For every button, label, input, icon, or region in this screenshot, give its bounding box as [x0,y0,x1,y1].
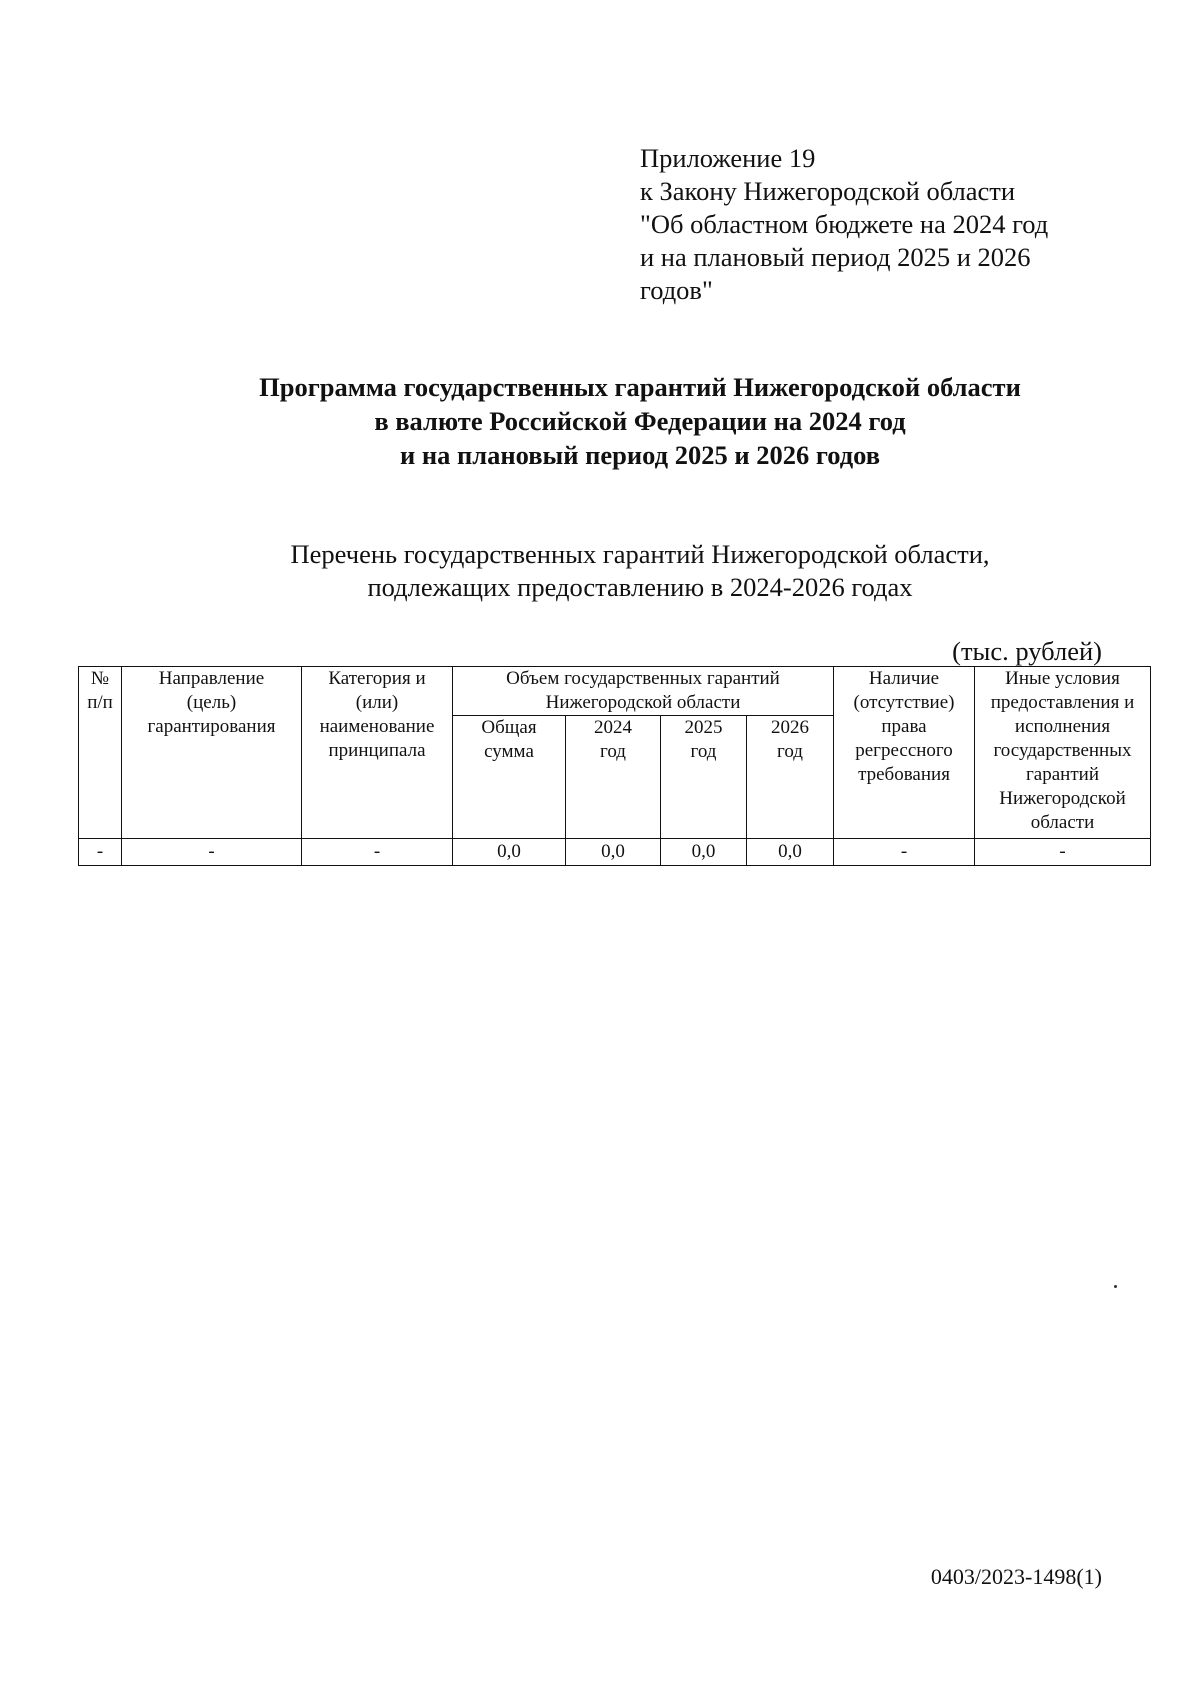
appendix-line: и на плановый период 2025 и 2026 [640,242,1031,272]
appendix-line: Приложение 19 [640,143,816,173]
header-direction: Направление (цель) гарантирования [122,667,302,839]
cell-2026: 0,0 [747,839,834,866]
cell-category: - [302,839,453,866]
header-category: Категория и (или) наименование принципала [302,667,453,839]
appendix-block [640,142,1140,307]
subtitle-line: подлежащих предоставлению в 2024-2026 годах [367,572,913,602]
header-num: № п/п [79,667,122,839]
cell-total: 0,0 [453,839,566,866]
guarantees-table [78,666,1151,866]
cell-direction: - [122,839,302,866]
header-regress: Наличие (отсутствие) права регрессного требования [834,667,975,839]
document-title [100,370,1180,472]
title-line: Программа государственных гарантий Нижегородской области [259,372,1021,402]
cell-2024: 0,0 [566,839,661,866]
scan-speck [1114,1285,1117,1288]
header-volume: Объем государственных гарантий Нижегородской области [453,667,834,716]
cell-num: - [79,839,122,866]
document-number: 0403/2023-1498(1) [930,1564,1102,1589]
cell-2025: 0,0 [661,839,747,866]
appendix-line: "Об областном бюджете на 2024 год [640,209,1049,239]
cell-regress: - [834,839,975,866]
header-other-conditions: Иные условия предоставления и исполнения государственных гарантий Нижегородской области [975,667,1151,839]
title-line: и на плановый период 2025 и 2026 годов [399,440,881,470]
appendix-line: к Закону Нижегородской области [640,176,1016,206]
cell-other-conditions: - [975,839,1151,866]
header-2026: 2026 год [747,716,834,839]
table-row [79,839,1151,866]
appendix-line: годов" [640,275,713,305]
units-label: (тыс. рублей) [952,636,1102,666]
header-2025: 2025 год [661,716,747,839]
title-line: в валюте Российской Федерации на 2024 год [374,406,906,436]
subtitle-line: Перечень государственных гарантий Нижегородской области, [290,539,990,569]
document-subtitle [100,538,1180,604]
header-2024: 2024 год [566,716,661,839]
header-total: Общая сумма [453,716,566,839]
table-header-row [79,667,1151,716]
